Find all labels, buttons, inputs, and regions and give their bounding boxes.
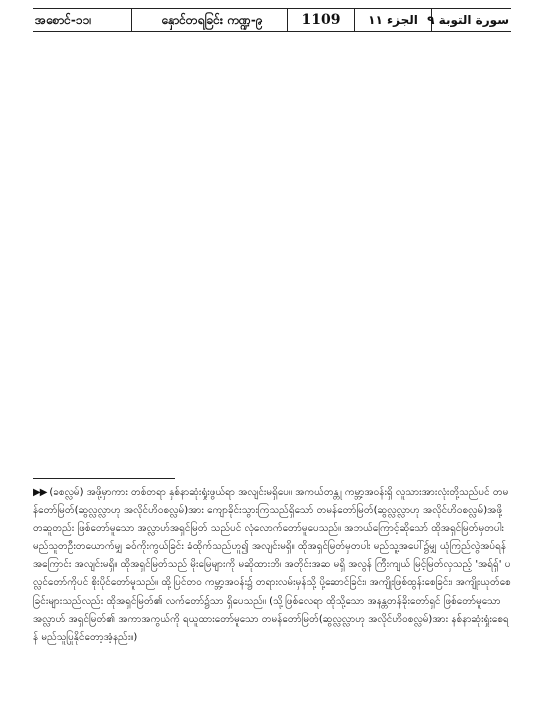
- footnote-line: အကာအကွယ်ကို ရယူထားတော်မူသော တမန်တော်မြတ်(ဆွလ္လလ္လာဟု အလိုင်ဟိဝစလ္လမ်)အား နစ်နာဆုံးရှုံးစေရန်: [33, 613, 509, 643]
- double-arrow-icon: ▶▶: [33, 487, 47, 498]
- footnote-line: မြင့်မြတ်လှသည့် 'အရ်ရှ်' ပလ္လင်တော်ကိုပင် စိုးပိုင်တော်မူသည်။ ထို့ပြင်တဝ ကမ္ဘာ့အဝန်း၌ တရားလမ်းမှန်သို့: [33, 559, 511, 589]
- page-header: [33, 8, 511, 32]
- footnote: [33, 484, 511, 647]
- footnote-line: သည်ပင် လုံလောက်တော်မူပေသည်။ အဘယ်ကြောင့်ဆိုသော် ထိုအရှင်မြတ်မှတပါး မည်သူတဦးတယောက်မျှ: [33, 523, 504, 553]
- surah-label: سورة التوبة ۹: [427, 13, 509, 27]
- footnote-line: တမန်တော်မြတ်(ဆွလ္လလ္လာဟု အလိုင်ဟိဝစလ္လမ်)အဖို့ တဆူတည်း ဖြစ်တော်မူသော အလ္လာဟ်အရှင်မြတ်: [33, 505, 503, 535]
- footnote-line: ရှိပေသည်။ (သို့ဖြစ်လေရာ ထိုသို့သော အနန္တတန်ခိုးတော်ရှင် ဖြစ်တော်မူသော အလ္လာဟ် အရှင်မြတ်၏: [33, 595, 501, 625]
- footnote-line: ပို့ဆောင်ခြင်း၊ အကျိုးဖြစ်ထွန်းစေခြင်း၊ အကျိုးယုတ်စေခြင်းများသည်လည်း ထိုအရှင်မြတ်၏ လက်တော်၌သာ: [33, 577, 511, 607]
- footnote-line: အကြောင်း အလျင်းမရှိ။ ထိုအရှင်မြတ်သည် မိုးမြေများကို မဆိုထားဘိ၊ အတိုင်းအဆ မရှိ အလွန် ကြီးကျယ်: [33, 559, 411, 571]
- header-divider: [131, 9, 132, 31]
- footnote-line: မည်သူပြုနိုင်တော့အံ့နည်း။): [41, 631, 138, 643]
- chapter-label: နှောင်တရခြင်း ကဏ္ဍ-၉: [161, 13, 263, 27]
- volume-label: အစောင်-၁၁၊: [35, 13, 92, 27]
- footnote-line: (ခစလ္လမ်) အဖို့မှာကား တစ်တရာ နှစ်နာဆုံးရှုံးဖွယ်ရာ အလျင်းမရှိပေ။ အကယ်တန္တု ကမ္ဘာ့အဝန်းရှိ: [49, 487, 393, 498]
- juz-label: الجزء ۱۱: [368, 13, 418, 27]
- page-number: 1109: [301, 12, 341, 28]
- footnote-separator: [33, 478, 175, 479]
- footnote-line: လူသားအားလုံးတို့သည်ပင် တမန်တော်မြတ်(ဆွလ္လလ္လာဟု အလိုင်ဟိဝစလ္လမ်)အား ကျောခိုင်းသွားကြသည်ရှိသော်: [33, 487, 509, 517]
- footnote-line: ခဝ်ကိုးကွယ်ခြင်း ခံထိုက်သည်ဟူ၍ အလျင်းမရှိ။ ထိုအရှင်မြတ်မှတပါး မည်သူ့အပေါ်၌မျှ ယုံကြည်လွဲအပ်ရန်: [125, 541, 507, 553]
